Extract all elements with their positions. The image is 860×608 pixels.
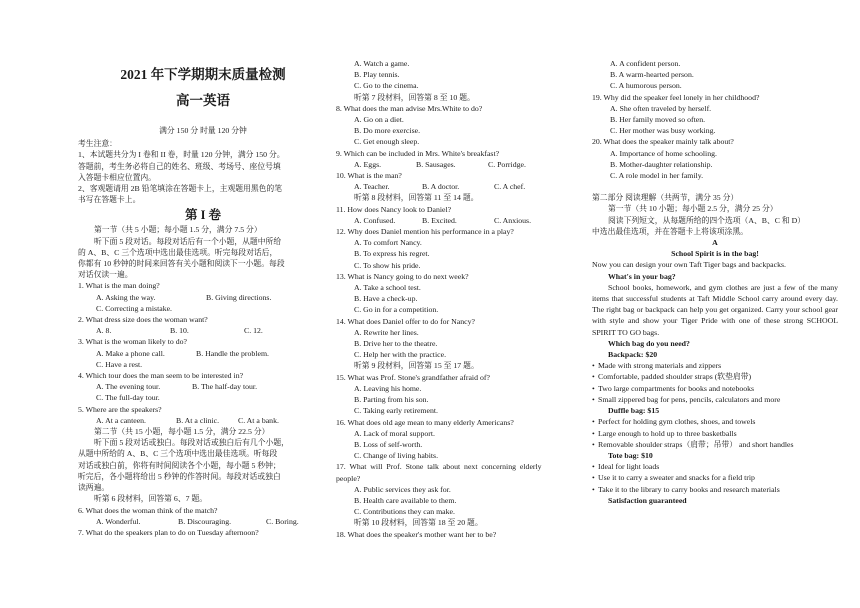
passage-subheading: What's in your bag? <box>608 271 676 281</box>
option: A. Wonderful. <box>96 516 141 526</box>
passage-title: School Spirit is in the bag! <box>671 249 759 259</box>
list-item: • Use it to carry a sweater and snacks for a field trip <box>592 472 838 483</box>
list-item: • Take it to the library to carry books and research materials <box>592 484 838 495</box>
options <box>78 292 328 303</box>
score-time: 满分 150 分 时量 120 分钟 <box>159 126 247 135</box>
option: B. At a clinic. <box>176 415 220 425</box>
option: B. A doctor. <box>422 182 460 192</box>
note-line: 2、客观题请用 2B 铅笔填涂在答题卡上，主观题用黑色的笔 <box>78 184 283 194</box>
option: B. Her family moved so often. <box>610 115 706 125</box>
option: A. A confident person. <box>610 59 681 68</box>
list-item: • Two large compartments for books and notebooks <box>592 383 838 394</box>
question: 15. What was Prof. Stone's grandfather afraid of? <box>336 372 490 382</box>
option: B. Handle the problem. <box>196 348 269 358</box>
option: A. Go on a diet. <box>354 115 404 125</box>
question: 1. What is the man doing? <box>78 281 160 291</box>
section-instruction: 的 A、B、C 三个选项中选出最佳选项。听完每段对话后， <box>78 247 278 257</box>
section-instruction: 从题中所给的 A、B、C 三个选项中选出最佳选项。听每段 <box>78 449 278 459</box>
option: A. To comfort Nancy. <box>354 238 422 248</box>
option: C. Boring. <box>266 516 299 526</box>
passage-letter: A <box>712 238 718 248</box>
note-line: 1、本试题共分为 I 卷和 II 卷，时量 120 分钟，满分 150 分。 <box>78 150 285 160</box>
spacer <box>592 181 838 192</box>
question: 9. Which can be included in Mrs. White's breakfast? <box>336 148 500 158</box>
section-instruction: 听完后，各小题将给出 5 秒钟的作答时间。每段对话或独白 <box>78 471 281 481</box>
option: B. Giving directions. <box>206 292 272 302</box>
part-one-title: 第 I 卷 <box>184 208 222 223</box>
section-instruction: 对话仅读一遍。 <box>78 270 133 280</box>
option: C. Help her with the practice. <box>354 350 447 360</box>
section-instruction: 阅读下列短文，从每题所给的四个选项（A、B、C 和 D） <box>608 215 806 225</box>
section-instruction: 第一节（共 5 小题；每小题 1.5 分，满分 7.5 分） <box>94 225 262 235</box>
question: people? <box>336 473 361 483</box>
options <box>336 215 584 226</box>
option: B. A warm-hearted person. <box>610 70 694 80</box>
question: 14. What does Daniel offer to do for Nancy? <box>336 316 475 326</box>
option: C. Correcting a mistake. <box>96 303 173 313</box>
option: B. Mother-daughter relationship. <box>610 159 713 169</box>
note-line: 答题前，考生务必将自己的姓名、班级、考场号、座位号填 <box>78 161 281 171</box>
question: 8. What does the man advise Mrs.White to do? <box>336 103 483 113</box>
section-instruction: 听下面 5 段对话或独白。每段对话或独白后有几个小题， <box>94 438 289 448</box>
list-item: • Small zippered bag for pens, pencils, calculators and more <box>592 394 838 405</box>
question: 12. Why does Daniel mention his performance in a play? <box>336 227 514 237</box>
section-instruction: 第一节（共 10 小题；每小题 2.5 分，满分 25 分） <box>608 204 778 214</box>
option: A. Confused. <box>354 215 396 225</box>
section-instruction: 第二节（共 15 小题，每小题 1.5 分，满分 22.5 分） <box>94 427 270 437</box>
passage-paragraph: School books, homework, and gym clothes are just a few of the many items that successful students at Taft Middle School carry around every day. The right bag or backpack can help you get organized. Carry your school gear with style and show your Tiger Pride with one of these strong SCHOOL SPIRIT TO GO bags. <box>592 282 838 337</box>
option: C. Go in for a competition. <box>354 305 439 315</box>
list-item: • Ideal for light loads <box>592 461 838 472</box>
option: C. Go to the cinema. <box>354 81 419 91</box>
material-note: 听第 6 段材料，回答第 6、7 题。 <box>94 494 208 504</box>
question: 2. What dress size does the woman want? <box>78 315 208 325</box>
question: 13. What is Nancy going to do next week? <box>336 271 469 281</box>
options <box>78 348 328 359</box>
exam-subject: 高一英语 <box>176 93 230 108</box>
material-note: 听第 9 段材料，回答第 15 至 17 题。 <box>354 361 479 371</box>
option: A. Lack of moral support. <box>354 428 435 438</box>
list-item: • Made with strong materials and zippers <box>592 360 838 371</box>
options <box>78 325 328 336</box>
list-item: • Large enough to hold up to three basketballs <box>592 428 838 439</box>
question: 5. Where are the speakers? <box>78 404 162 414</box>
guarantee-text: Satisfaction guaranteed <box>608 495 687 505</box>
option: B. Sausages. <box>416 159 456 169</box>
option: B. Do more exercise. <box>354 126 421 136</box>
option: C. Have a rest. <box>96 359 143 369</box>
bag-heading-tote: Tote bag: $10 <box>608 450 653 460</box>
material-note: 听第 10 段材料，回答第 18 至 20 题。 <box>354 518 483 528</box>
section-instruction: 对话或独白前，你将有时间阅读各个小题，每小题 5 秒钟； <box>78 460 281 470</box>
option: C. Taking early retirement. <box>354 406 438 416</box>
option: C. A chef. <box>494 182 526 192</box>
column-3 <box>592 58 838 506</box>
option: A. 8. <box>96 326 112 336</box>
option: B. 10. <box>170 326 189 336</box>
option: B. Play tennis. <box>354 70 400 80</box>
option: C. A role model in her family. <box>610 171 704 181</box>
question: 16. What does old age mean to many elderly Americans? <box>336 417 514 427</box>
section-instruction: 读两遍。 <box>78 483 110 493</box>
option: C. To show his pride. <box>354 260 421 270</box>
question: 18. What does the speaker's mother want her to be? <box>336 529 497 539</box>
option: C. At a bank. <box>238 415 279 425</box>
option: B. Have a check-up. <box>354 294 418 304</box>
question: 10. What is the man? <box>336 171 402 181</box>
options <box>78 415 328 426</box>
option: B. Drive her to the theatre. <box>354 339 438 349</box>
option: C. Porridge. <box>488 159 526 169</box>
option: C. Anxious. <box>494 215 532 225</box>
option: B. Discouraging. <box>178 516 232 526</box>
question: 20. What does the speaker mainly talk about? <box>592 137 734 147</box>
section-instruction: 你都有 10 秒钟的时间来回答有关小题和阅读下一小题。每段 <box>78 259 285 269</box>
option: C. Get enough sleep. <box>354 137 420 147</box>
option: C. The full-day tour. <box>96 393 160 403</box>
section-instruction: 听下面 5 段对话。每段对话后有一个小题，从题中所给 <box>94 236 282 246</box>
option: B. Excited. <box>422 215 457 225</box>
notes-heading: 考生注意： <box>78 139 117 149</box>
option: C. Her mother was busy working. <box>610 126 716 136</box>
option: A. Importance of home schooling. <box>610 148 717 158</box>
bag-heading-backpack: Backpack: $20 <box>608 350 658 360</box>
exam-title: 2021 年下学期期末质量检测 <box>120 67 286 82</box>
option: C. Contributions they can make. <box>354 507 455 517</box>
list-item: • Removable shoulder straps（肩带；吊带） and short handles <box>592 439 838 450</box>
note-line: 书写在答题卡上。 <box>78 195 141 205</box>
column-2 <box>336 58 584 540</box>
option: A. Asking the way. <box>96 292 156 302</box>
option: B. Loss of self-worth. <box>354 439 423 449</box>
list-item: • Perfect for holding gym clothes, shoes, and towels <box>592 416 838 427</box>
option: A. Teacher. <box>354 182 390 192</box>
option: A. Watch a game. <box>354 59 410 68</box>
option: B. To express his regret. <box>354 249 430 259</box>
option: A. Take a school test. <box>354 283 421 293</box>
question: 17. What will Prof. Stone talk about next concerning elderly <box>336 462 542 472</box>
material-note: 听第 7 段材料，回答第 8 至 10 题。 <box>354 92 475 102</box>
question: 19. Why did the speaker feel lonely in her childhood? <box>592 92 760 102</box>
passage-subheading: Which bag do you need? <box>608 338 690 348</box>
part-two-heading: 第二部分 阅读理解（共两节，满分 35 分） <box>592 193 739 203</box>
option: B. Parting from his son. <box>354 395 429 405</box>
options <box>78 516 328 527</box>
question: 3. What is the woman likely to do? <box>78 337 187 347</box>
option: A. Eggs. <box>354 159 382 169</box>
bag-heading-duffle: Duffle bag: $15 <box>608 406 660 416</box>
option: A. Leaving his home. <box>354 383 422 393</box>
option: C. 12. <box>244 326 263 336</box>
column-1 <box>78 58 328 538</box>
option: A. Rewrite her lines. <box>354 327 419 337</box>
option: B. The half-day tour. <box>192 382 258 392</box>
material-note: 听第 8 段材料，回答第 11 至 14 题。 <box>354 193 479 203</box>
section-instruction: 中选出最佳选项，并在答题卡上将该项涂黑。 <box>592 226 748 236</box>
option: B. Health care available to them. <box>354 495 457 505</box>
option: A. At a canteen. <box>96 415 147 425</box>
list-item: • Comfortable, padded shoulder straps (软垫肩带) <box>592 371 838 382</box>
passage-intro: Now you can design your own Taft Tiger bags and backpacks. <box>592 260 786 270</box>
question: 6. What does the woman think of the match? <box>78 505 218 515</box>
question: 7. What do the speakers plan to do on Tuesday afternoon? <box>78 527 259 537</box>
option: A. The evening tour. <box>96 382 161 392</box>
note-line: 入答题卡相应位置内。 <box>78 172 156 182</box>
option: C. Change of living habits. <box>354 451 439 461</box>
options <box>336 181 584 192</box>
options <box>336 159 584 170</box>
option: A. Public services they ask for. <box>354 484 451 494</box>
option: A. She often traveled by herself. <box>610 103 712 113</box>
question: 4. Which tour does the man seem to be interested in? <box>78 371 244 381</box>
options <box>78 381 328 392</box>
option: A. Make a phone call. <box>96 348 165 358</box>
question: 11. How does Nancy look to Daniel? <box>336 204 452 214</box>
option: C. A humorous person. <box>610 81 682 91</box>
